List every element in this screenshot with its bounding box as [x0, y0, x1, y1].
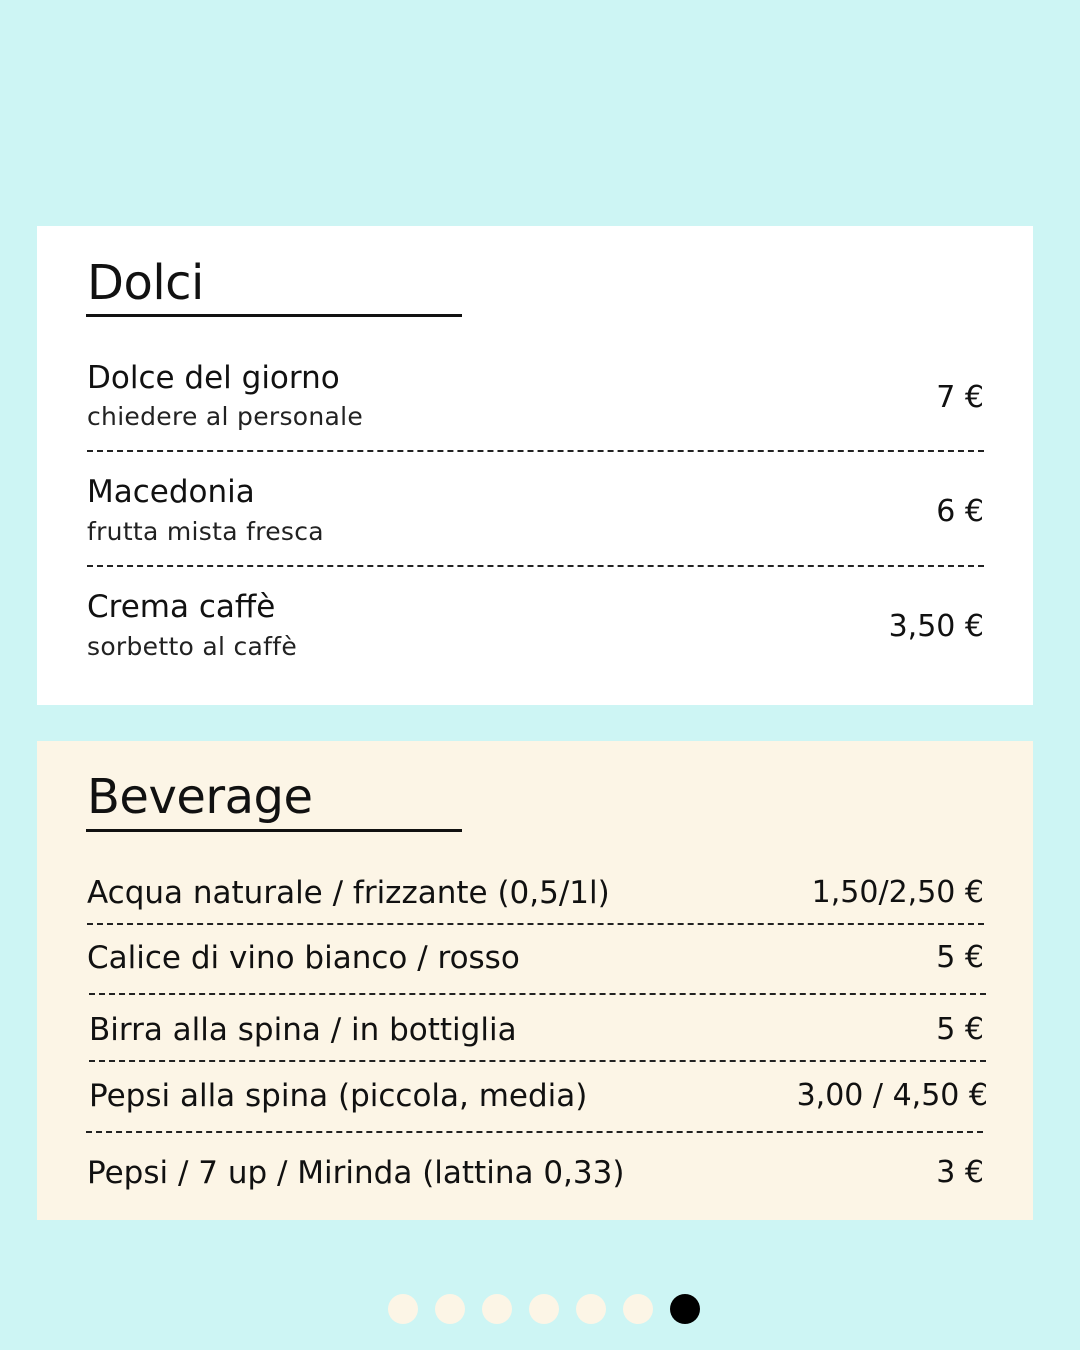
pagination-dot[interactable]: [623, 1294, 653, 1324]
pagination-dot-active[interactable]: [670, 1294, 700, 1324]
dolci-item-desc: chiedere al personale: [87, 402, 364, 431]
dashed-divider: [86, 1131, 983, 1133]
dolci-item-name: Crema caffè: [87, 589, 276, 625]
beverage-card: [37, 741, 1033, 1220]
dolci-title: Dolci: [87, 255, 204, 311]
beverage-item-price: 3 €: [936, 1155, 984, 1190]
beverage-item-name: Pepsi / 7 up / Mirinda (lattina 0,33): [87, 1155, 625, 1191]
dashed-divider: [89, 993, 986, 995]
beverage-item-price: 5 €: [936, 940, 984, 975]
pagination-dot[interactable]: [576, 1294, 606, 1324]
pagination-dot[interactable]: [529, 1294, 559, 1324]
beverage-item-name: Acqua naturale / frizzante (0,5/1l): [87, 875, 610, 911]
dolci-item-desc: frutta mista fresca: [87, 517, 324, 546]
dolci-title-underline: [86, 314, 462, 317]
beverage-item-name: Birra alla spina / in bottiglia: [89, 1012, 517, 1048]
dashed-divider: [87, 565, 984, 567]
dolci-item-desc: sorbetto al caffè: [87, 632, 298, 661]
beverage-item-price: 1,50/2,50 €: [811, 875, 984, 910]
dashed-divider: [87, 450, 984, 452]
beverage-item-name: Pepsi alla spina (piccola, media): [89, 1078, 588, 1114]
pagination-dots: [388, 1294, 700, 1324]
dashed-divider: [87, 923, 984, 925]
beverage-title-underline: [86, 829, 462, 832]
beverage-item-price: 5 €: [936, 1012, 984, 1047]
dolci-item-name: Dolce del giorno: [87, 360, 340, 396]
dashed-divider: [89, 1060, 986, 1062]
dolci-card: [37, 226, 1033, 705]
dolci-item-name: Macedonia: [87, 474, 255, 510]
dolci-item-price: 7 €: [936, 380, 984, 415]
dolci-item-price: 6 €: [936, 494, 984, 529]
beverage-item-name: Calice di vino bianco / rosso: [87, 940, 520, 976]
pagination-dot[interactable]: [435, 1294, 465, 1324]
beverage-item-price: 3,00 / 4,50 €: [796, 1078, 988, 1113]
pagination-dot[interactable]: [482, 1294, 512, 1324]
beverage-title: Beverage: [87, 769, 313, 825]
pagination-dot[interactable]: [388, 1294, 418, 1324]
dolci-item-price: 3,50 €: [888, 609, 984, 644]
